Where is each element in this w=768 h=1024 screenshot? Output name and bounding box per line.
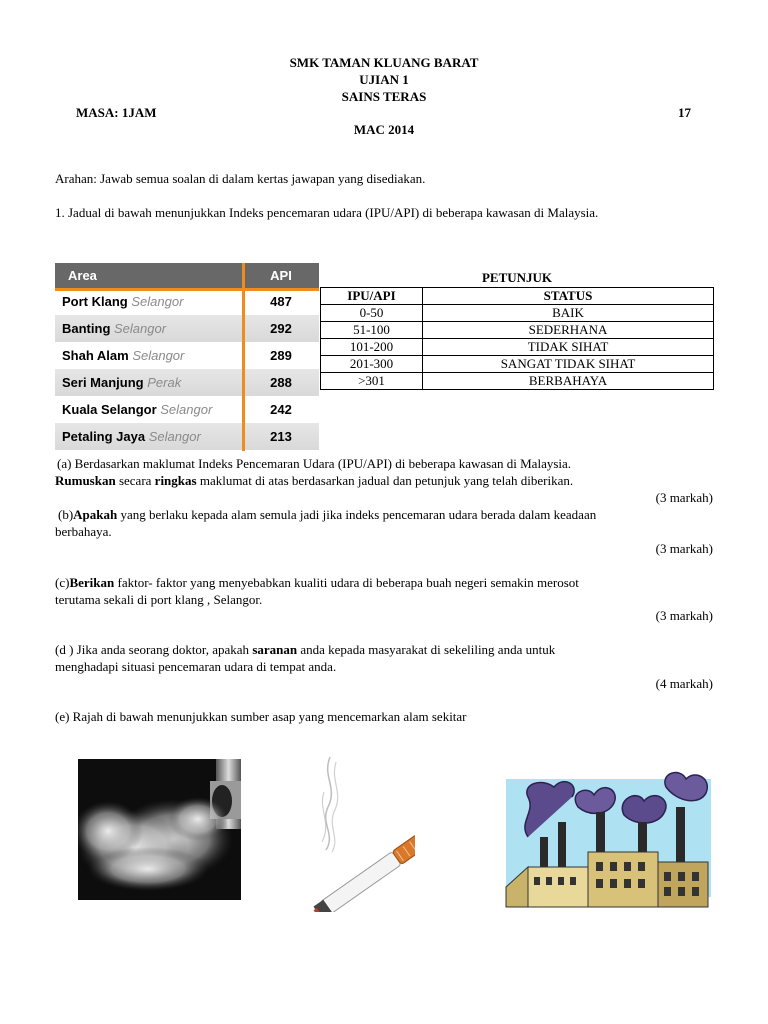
exhaust-smoke-image: [78, 759, 241, 900]
subject-title: SAINS TERAS: [341, 89, 427, 104]
api-value: 487: [270, 294, 292, 309]
question-a-line1: (a) Berdasarkan maklumat Indeks Pencemaran Udara (IPU/API) di beberapa kawasan di Malaysia.: [57, 456, 572, 471]
ipu-status: SEDERHANA: [423, 322, 714, 339]
instruction: Arahan: Jawab semua soalan di dalam kertas jawapan yang disediakan.: [55, 171, 426, 186]
question-c-text: faktor- faktor yang menyebabkan kualiti udara di beberapa buah negeri semakin merosot: [114, 575, 579, 590]
area-name: Petaling Jaya: [62, 429, 146, 444]
question-d-line1: [55, 641, 555, 658]
petunjuk-title: PETUNJUK: [481, 270, 553, 285]
api-value: 289: [270, 348, 292, 363]
keyword-apakah: Apakah: [73, 507, 118, 522]
api-table: [55, 263, 319, 450]
factory-image: [498, 767, 716, 912]
keyword-berikan: Berikan: [69, 575, 115, 590]
area-name: Shah Alam: [62, 348, 129, 363]
area-state: Selangor: [114, 321, 167, 336]
question-e-line: (e) Rajah di bawah menunjukkan sumber asap yang mencemarkan alam sekitar: [55, 709, 467, 724]
table-row: [321, 305, 714, 322]
area-state: Selangor: [132, 348, 185, 363]
question-a-line2: [55, 472, 573, 489]
question-1-intro: 1. Jadual di bawah menunjukkan Indeks pencemaran udara (IPU/API) di beberapa kawasan di Malaysia.: [55, 205, 599, 220]
api-value: 213: [270, 429, 292, 444]
table-header-row: [321, 288, 714, 305]
table-row: [55, 315, 319, 342]
date-month-year: MAC 2014: [353, 122, 415, 137]
cigarette-image: [300, 752, 415, 912]
col-area-header: Area: [68, 268, 97, 283]
ipu-range: 101-200: [321, 339, 423, 356]
question-a-text: maklumat di atas berdasarkan jadual dan petunjuk yang telah diberikan.: [196, 473, 574, 488]
col-status-header: STATUS: [423, 288, 714, 305]
area-state: Selangor: [131, 294, 184, 309]
area-state: Perak: [147, 375, 182, 390]
table-row: [55, 342, 319, 369]
ipu-range: 51-100: [321, 322, 423, 339]
keyword-rumuskan: Rumuskan: [55, 473, 116, 488]
keyword-ringkas: ringkas: [154, 473, 197, 488]
question-c-line2: terutama sekali di port klang , Selangor.: [55, 592, 263, 607]
area-name: Banting: [62, 321, 111, 336]
area-name: Kuala Selangor: [62, 402, 157, 417]
ipu-range: 201-300: [321, 356, 423, 373]
api-value: 292: [270, 321, 292, 336]
table-row: [55, 423, 319, 450]
keyword-saranan: saranan: [252, 642, 298, 657]
ipu-range: 0-50: [321, 305, 423, 322]
area-name: Port Klang: [62, 294, 128, 309]
school-name: SMK TAMAN KLUANG BARAT: [289, 55, 479, 70]
api-column-divider: [242, 263, 245, 451]
question-b-line2: berbahaya.: [55, 524, 112, 539]
api-value: 288: [270, 375, 292, 390]
table-row: [55, 396, 319, 423]
api-table-header: [55, 263, 319, 288]
col-api-header: API: [270, 268, 292, 283]
ipu-range: >301: [321, 373, 423, 390]
table-row: [321, 373, 714, 390]
question-b-text: yang berlaku kepada alam semula jadi jika indeks pencemaran udara berada dalam keadaan: [117, 507, 597, 522]
ipu-status: TIDAK SIHAT: [423, 339, 714, 356]
question-b-marks: (3 markah): [655, 541, 713, 556]
question-d-marks: (4 markah): [655, 676, 713, 691]
duration: MASA: 1JAM: [76, 105, 157, 120]
question-d-line2: menghadapi situasi pencemaran udara di tempat anda.: [55, 659, 337, 674]
ipu-status: BERBAHAYA: [423, 373, 714, 390]
question-b-prefix: (b): [58, 507, 74, 522]
exam-title: UJIAN 1: [359, 72, 409, 87]
question-a-marks: (3 markah): [655, 490, 713, 505]
area-name: Seri Manjung: [62, 375, 144, 390]
petunjuk-table: [320, 287, 714, 390]
ipu-status: BAIK: [423, 305, 714, 322]
question-d-text: anda kepada masyarakat di sekeliling anda untuk: [297, 642, 556, 657]
table-row: [321, 322, 714, 339]
area-state: Selangor: [160, 402, 213, 417]
question-c-line1: [55, 574, 579, 591]
table-row: [321, 339, 714, 356]
factory-icon: [498, 767, 716, 912]
ipu-status: SANGAT TIDAK SIHAT: [423, 356, 714, 373]
api-header-underline: [55, 288, 319, 291]
area-state: Selangor: [148, 429, 201, 444]
exhaust-smoke-icon: [78, 759, 241, 900]
question-c-marks: (3 markah): [655, 608, 713, 623]
date-day: 17: [678, 105, 691, 120]
question-a-text: secara: [115, 473, 155, 488]
question-b-line1: [58, 506, 596, 523]
question-d-text: (d ) Jika anda seorang doktor, apakah: [55, 642, 253, 657]
col-ipu-header: IPU/API: [321, 288, 423, 305]
question-c-prefix: (c): [55, 575, 70, 590]
cigarette-icon: [300, 752, 415, 912]
table-row: [321, 356, 714, 373]
table-row: [55, 369, 319, 396]
api-value: 242: [270, 402, 292, 417]
table-row: [55, 288, 319, 315]
